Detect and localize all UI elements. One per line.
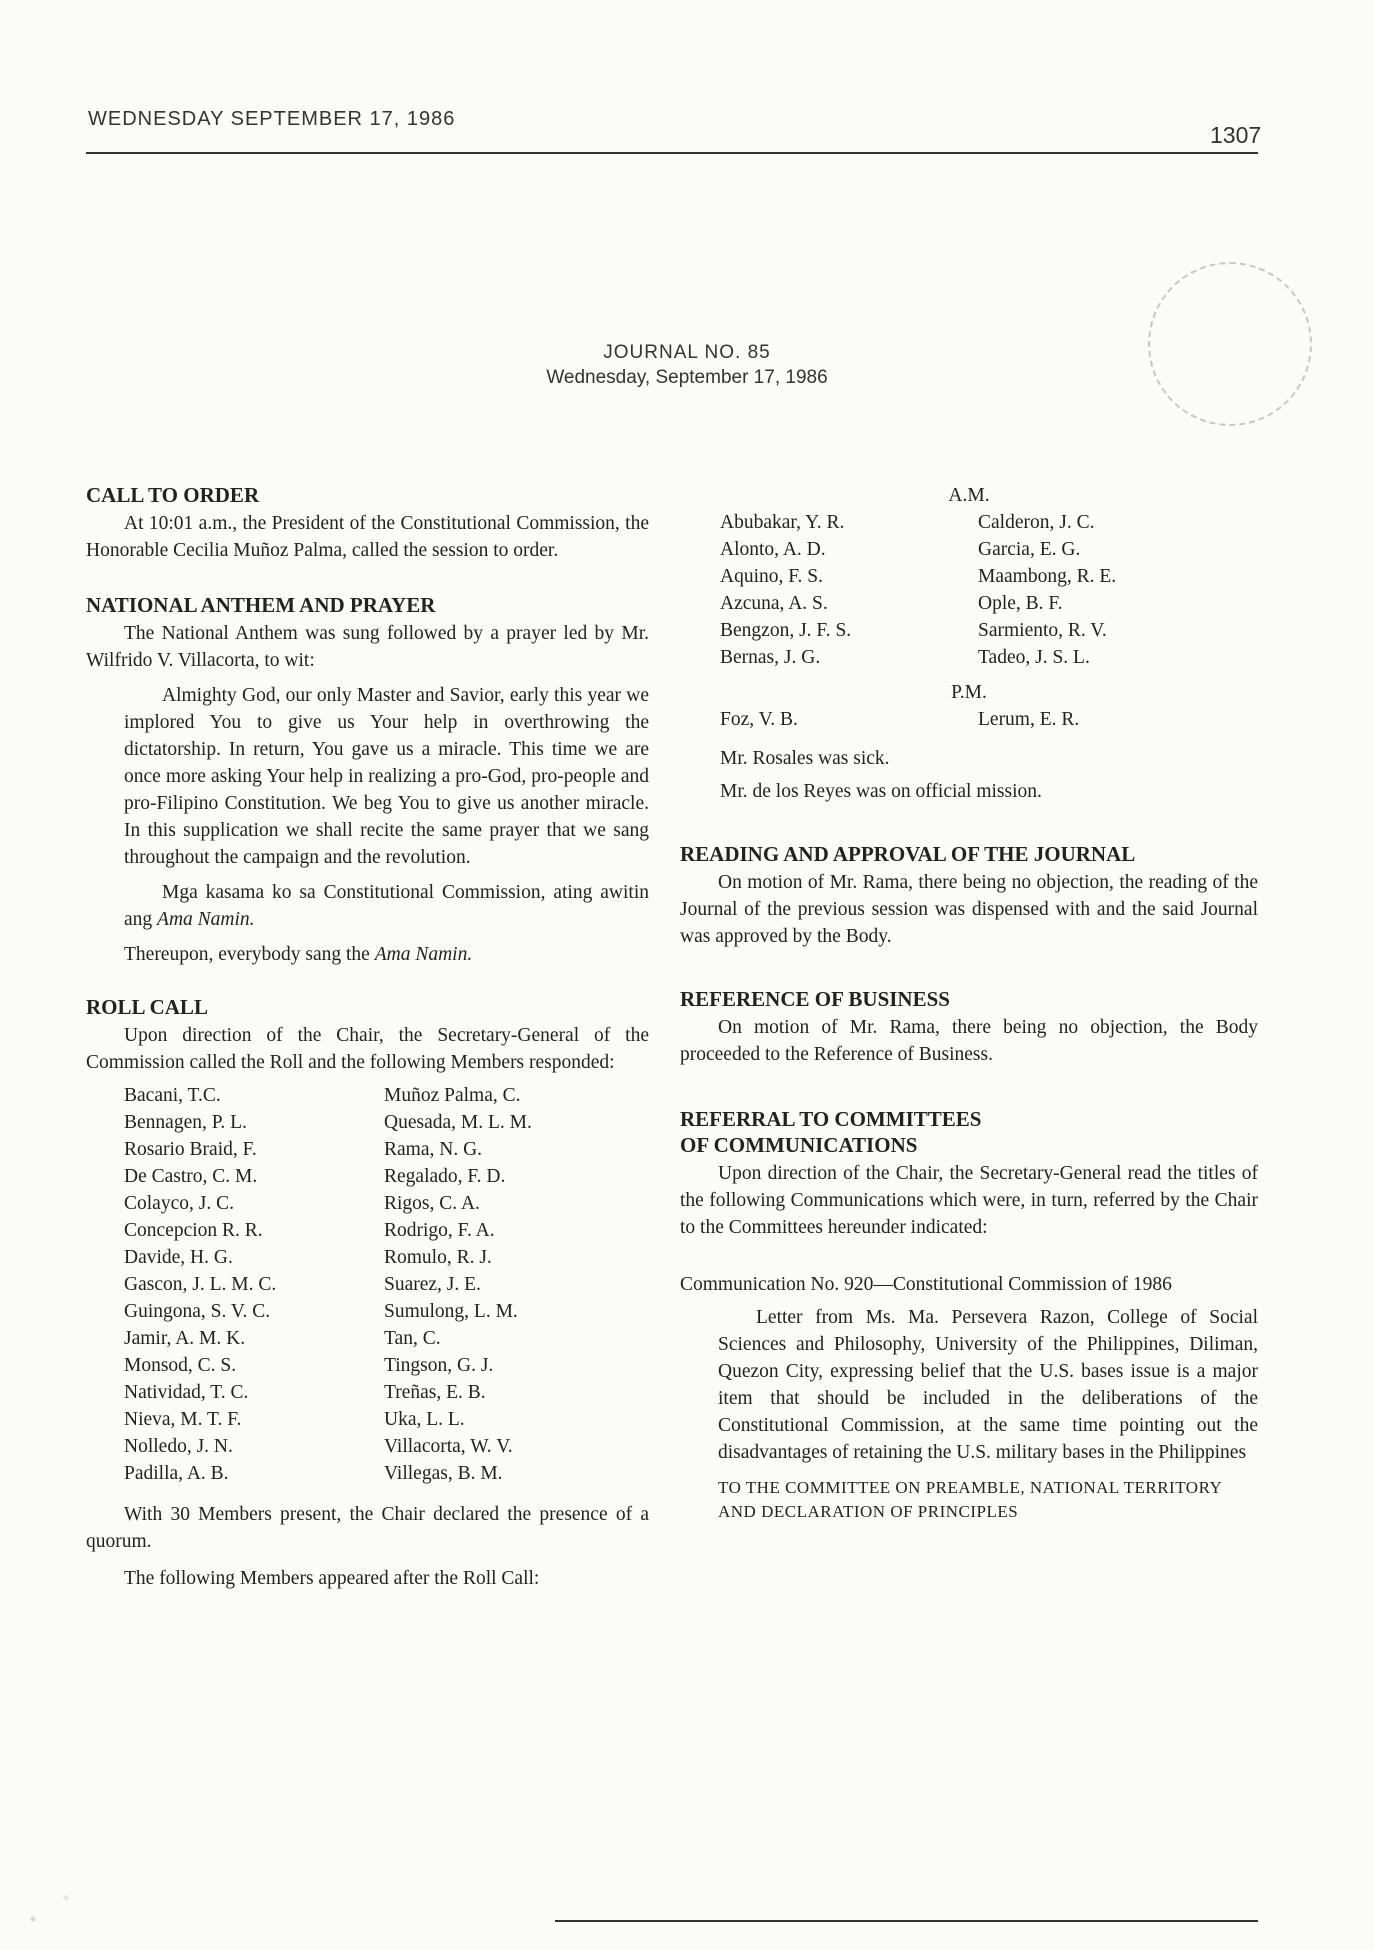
member-name: Tan, C. bbox=[384, 1328, 441, 1349]
member-name: Nolledo, J. N. bbox=[124, 1436, 233, 1457]
member-name: Romulo, R. J. bbox=[384, 1247, 492, 1268]
referral-text: Upon direction of the Chair, the Secretary-General read the titles of the following Communications which were, in turn, referred by the Chair to the Committees hereunder indicated: bbox=[680, 1163, 1258, 1238]
member-name: Davide, H. G. bbox=[124, 1247, 233, 1268]
call-to-order-text: At 10:01 a.m., the President of the Constitutional Commission, the Honorable Cecilia Muñoz Palma, called the session to order. bbox=[86, 513, 649, 561]
am-label: A.M. bbox=[948, 485, 990, 506]
member-name: Aquino, F. S. bbox=[720, 566, 824, 587]
communication-text: Letter from Ms. Ma. Persevera Razon, College of Social Sciences and Philosophy, University of the Philippines, Diliman, Quezon City, expressing belief that the U.S. bases issue is a major item that should be included in the deliberations of the Constitutional Commission, at the same time pointing out the disadvantages of retaining the U.S. military bases in the Philippines bbox=[718, 1307, 1258, 1463]
member-name: Tingson, G. J. bbox=[384, 1355, 494, 1376]
member-name: Foz, V. B. bbox=[720, 709, 798, 730]
member-name: Calderon, J. C. bbox=[978, 512, 1095, 533]
pm-label: P.M. bbox=[951, 682, 987, 703]
member-name: Villegas, B. M. bbox=[384, 1463, 503, 1484]
prayer-title-emphasis: Ama Namin. bbox=[157, 909, 255, 930]
member-name: Villacorta, W. V. bbox=[384, 1436, 513, 1457]
reading-text: On motion of Mr. Rama, there being no objection, the reading of the Journal of the previous session was dispensed with and the said Journal was approved by the Body. bbox=[680, 872, 1258, 947]
late-members-text: The following Members appeared after the Roll Call: bbox=[124, 1568, 540, 1589]
roll-call-names-left bbox=[124, 1082, 384, 1487]
quorum-text: With 30 Members present, the Chair declared the presence of a quorum. bbox=[86, 1504, 649, 1552]
prayer-block bbox=[86, 682, 649, 933]
member-name: Maambong, R. E. bbox=[978, 566, 1117, 587]
member-name: Azcuna, A. S. bbox=[720, 593, 828, 614]
journal-number: JOURNAL NO. 85 bbox=[603, 342, 771, 363]
member-name: Bernas, J. G. bbox=[720, 647, 821, 668]
am-names-left bbox=[720, 509, 978, 671]
member-name: Monsod, C. S. bbox=[124, 1355, 237, 1376]
member-name: Quesada, M. L. M. bbox=[384, 1112, 532, 1133]
member-name: Jamir, A. M. K. bbox=[124, 1328, 246, 1349]
pm-names bbox=[720, 706, 1258, 733]
member-name: Rama, N. G. bbox=[384, 1139, 483, 1160]
mission-note: Mr. de los Reyes was on official mission. bbox=[720, 781, 1042, 802]
pm-names-left bbox=[720, 706, 978, 733]
member-name: Bennagen, P. L. bbox=[124, 1112, 247, 1133]
roll-call-names-right bbox=[384, 1082, 664, 1487]
anthem-after-text: Thereupon, everybody sang the bbox=[124, 944, 375, 965]
member-name: Uka, L. L. bbox=[384, 1409, 465, 1430]
reference-heading: REFERENCE OF BUSINESS bbox=[680, 987, 950, 1011]
reference-text: On motion of Mr. Rama, there being no objection, the Body proceeded to the Reference of Business. bbox=[680, 1017, 1258, 1065]
am-names bbox=[720, 509, 1258, 671]
header-rule bbox=[86, 152, 1258, 154]
member-name: Natividad, T. C. bbox=[124, 1382, 249, 1403]
right-column bbox=[680, 482, 1258, 1524]
member-name: Muñoz Palma, C. bbox=[384, 1085, 521, 1106]
member-name: Alonto, A. D. bbox=[720, 539, 826, 560]
anthem-text: The National Anthem was sung followed by a prayer led by Mr. Wilfrido V. Villacorta, to wit: bbox=[86, 623, 649, 671]
footer-rule bbox=[555, 1920, 1258, 1922]
left-column bbox=[86, 482, 649, 1592]
member-name: Tadeo, J. S. L. bbox=[978, 647, 1090, 668]
anthem-after-emphasis: Ama Namin. bbox=[374, 944, 473, 965]
sick-note: Mr. Rosales was sick. bbox=[720, 748, 890, 769]
anthem-after bbox=[86, 941, 649, 968]
member-name: Concepcion R. R. bbox=[124, 1220, 263, 1241]
referral-heading bbox=[680, 1106, 1258, 1158]
member-name: Rigos, C. A. bbox=[384, 1193, 480, 1214]
member-name: Padilla, A. B. bbox=[124, 1463, 229, 1484]
member-name: Treñas, E. B. bbox=[384, 1382, 486, 1403]
member-name: Guingona, S. V. C. bbox=[124, 1301, 271, 1322]
prayer-paragraph: Almighty God, our only Master and Savior, early this year we implored You to give us Your help in overthrowing the dictatorship. In return, You gave us a miracle. This time we are once more asking Your help in realizing a pro-God, pro-people and pro-Filipino Constitution. We beg You to give us another miracle. In this supplication we shall recite the same prayer that we sang throughout the campaign and the revolution. bbox=[124, 685, 649, 868]
prayer-closing-text: Mga kasama ko sa Constitutional Commission, ating awitin ang bbox=[124, 882, 649, 930]
call-to-order-heading: CALL TO ORDER bbox=[86, 483, 260, 507]
anthem-heading: NATIONAL ANTHEM AND PRAYER bbox=[86, 593, 436, 617]
committee-referral: TO THE COMMITTEE ON PREAMBLE, NATIONAL TERRITORY AND DECLARATION OF PRINCIPLES bbox=[718, 1478, 1222, 1521]
member-name: Suarez, J. E. bbox=[384, 1274, 481, 1295]
member-name: Gascon, J. L. M. C. bbox=[124, 1274, 277, 1295]
member-name: Lerum, E. R. bbox=[978, 709, 1080, 730]
member-name: Rosario Braid, F. bbox=[124, 1139, 257, 1160]
roll-call-heading: ROLL CALL bbox=[86, 995, 208, 1019]
member-name: Bacani, T.C. bbox=[124, 1085, 221, 1106]
member-name: Colayco, J. C. bbox=[124, 1193, 234, 1214]
roll-call-text: Upon direction of the Chair, the Secretary-General of the Commission called the Roll and the following Members responded: bbox=[86, 1025, 649, 1073]
member-name: Rodrigo, F. A. bbox=[384, 1220, 495, 1241]
pm-names-right bbox=[978, 706, 1238, 733]
journal-title bbox=[0, 340, 1374, 390]
communication-title: Communication No. 920—Constitutional Commission of 1986 bbox=[680, 1274, 1172, 1295]
referral-heading-line1: REFERRAL TO COMMITTEES bbox=[680, 1107, 982, 1131]
referral-heading-line2: OF COMMUNICATIONS bbox=[680, 1133, 918, 1157]
member-name: Sumulong, L. M. bbox=[384, 1301, 518, 1322]
member-name: Nieva, M. T. F. bbox=[124, 1409, 242, 1430]
member-name: De Castro, C. M. bbox=[124, 1166, 258, 1187]
running-head: WEDNESDAY SEPTEMBER 17, 1986 bbox=[88, 108, 456, 130]
member-name: Abubakar, Y. R. bbox=[720, 512, 845, 533]
member-name: Regalado, F. D. bbox=[384, 1166, 506, 1187]
scan-speckle bbox=[0, 1870, 110, 1940]
prayer-closing bbox=[124, 879, 649, 933]
page-number: 1307 bbox=[1210, 122, 1262, 148]
member-name: Bengzon, J. F. S. bbox=[720, 620, 852, 641]
am-names-right bbox=[978, 509, 1238, 671]
member-name: Sarmiento, R. V. bbox=[978, 620, 1107, 641]
member-name: Ople, B. F. bbox=[978, 593, 1063, 614]
reading-heading: READING AND APPROVAL OF THE JOURNAL bbox=[680, 842, 1136, 866]
member-name: Garcia, E. G. bbox=[978, 539, 1081, 560]
journal-date: Wednesday, September 17, 1986 bbox=[546, 367, 828, 388]
roll-call-names bbox=[124, 1082, 649, 1487]
